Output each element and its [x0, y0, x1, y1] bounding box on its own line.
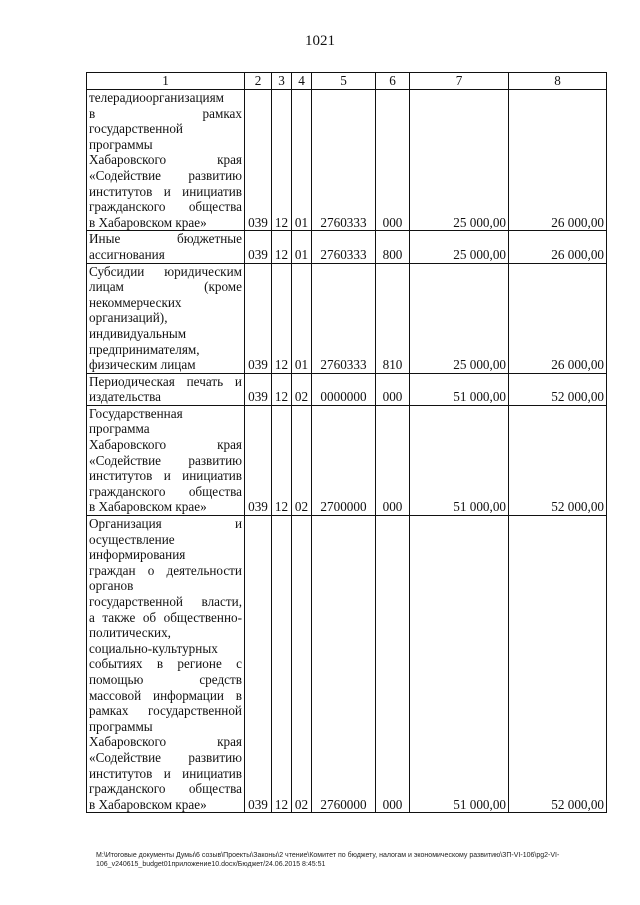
- expense-type-cell: 810: [376, 263, 410, 373]
- row-name-line: Иные бюджетные: [89, 231, 242, 247]
- row-name-line: Хабаровского края: [89, 152, 242, 168]
- column-header: 6: [376, 73, 410, 90]
- budget-table: [86, 72, 607, 813]
- row-name-line: Хабаровского края: [89, 734, 242, 750]
- table-row: [87, 405, 607, 515]
- row-name-line: программы: [89, 136, 153, 152]
- table-body: [87, 90, 607, 813]
- row-name-line: социально-культурных: [89, 640, 218, 656]
- row-name-cell: [87, 231, 245, 263]
- amount-year1-cell: 51 000,00: [410, 405, 509, 515]
- subsection-code-cell: 02: [292, 373, 312, 405]
- row-name-cell: [87, 90, 245, 231]
- amount-year1-cell: 25 000,00: [410, 231, 509, 263]
- row-name-line: массовой информации в: [89, 687, 242, 703]
- column-header: 1: [87, 73, 245, 90]
- section-code-cell: 12: [272, 405, 292, 515]
- ministry-code-cell: 039: [245, 516, 272, 813]
- expense-type-cell: 000: [376, 516, 410, 813]
- target-article-cell: 2700000: [312, 405, 376, 515]
- row-name-line: ассигнования: [89, 246, 165, 262]
- amount-year2-cell: 52 000,00: [509, 373, 607, 405]
- row-name-line: «Содействие развитию: [89, 749, 242, 765]
- row-name-line: организаций),: [89, 310, 168, 326]
- row-name-line: рамках государственной: [89, 703, 242, 719]
- row-name-line: Субсидии юридическим: [89, 263, 242, 279]
- amount-year2-cell: 52 000,00: [509, 516, 607, 813]
- table-row: [87, 516, 607, 813]
- amount-year1-cell: 51 000,00: [410, 373, 509, 405]
- table-row: [87, 231, 607, 263]
- ministry-code-cell: 039: [245, 373, 272, 405]
- row-name-line: институтов и инициатив: [89, 765, 242, 781]
- page-number: 1021: [305, 33, 335, 49]
- subsection-code-cell: 01: [292, 90, 312, 231]
- table-header-row: [87, 73, 607, 90]
- section-code-cell: 12: [272, 231, 292, 263]
- row-name-line: программа: [89, 421, 150, 437]
- table-row: [87, 90, 607, 231]
- subsection-code-cell: 01: [292, 231, 312, 263]
- row-name-line: институтов и инициатив: [89, 468, 242, 484]
- row-name-line: в рамках: [89, 105, 242, 121]
- row-name-line: «Содействие развитию: [89, 167, 242, 183]
- column-header: 2: [245, 73, 272, 90]
- row-name-line: осуществление: [89, 531, 175, 547]
- row-name-line: помощью средств: [89, 671, 242, 687]
- target-article-cell: 2760333: [312, 90, 376, 231]
- row-name-line: издательства: [89, 389, 161, 405]
- amount-year1-cell: 25 000,00: [410, 90, 509, 231]
- subsection-code-cell: 01: [292, 263, 312, 373]
- row-name-line: «Содействие развитию: [89, 452, 242, 468]
- expense-type-cell: 000: [376, 405, 410, 515]
- row-name-line: программы: [89, 718, 153, 734]
- row-name-line: событиях в регионе с: [89, 656, 242, 672]
- subsection-code-cell: 02: [292, 405, 312, 515]
- row-name-line: телерадиоорганизациям: [89, 90, 225, 105]
- row-name-line: некоммерческих: [89, 294, 182, 310]
- row-name-line: Государственная: [89, 405, 183, 421]
- target-article-cell: 0000000: [312, 373, 376, 405]
- row-name-line: Хабаровского края: [89, 437, 242, 453]
- file-path-footer: M:\Итоговые документы Думы\6 созыв\Проекты\Законы\2 чтение\Комитет по бюджету, налогам и экономическому развитию\ЗП-VI-106\pg2-VI-106_v240615_budget01приложение10.docx/Бюджет/24.06.2015 8:45:51: [96, 852, 560, 868]
- ministry-code-cell: 039: [245, 231, 272, 263]
- row-name-line: гражданского общества: [89, 199, 242, 215]
- amount-year2-cell: 52 000,00: [509, 405, 607, 515]
- target-article-cell: 2760000: [312, 516, 376, 813]
- row-name-line: в Хабаровском крае»: [89, 214, 207, 230]
- subsection-code-cell: 02: [292, 516, 312, 813]
- ministry-code-cell: 039: [245, 90, 272, 231]
- section-code-cell: 12: [272, 90, 292, 231]
- expense-type-cell: 000: [376, 373, 410, 405]
- section-code-cell: 12: [272, 516, 292, 813]
- column-header: 8: [509, 73, 607, 90]
- row-name-line: государственной: [89, 121, 183, 137]
- expense-type-cell: 000: [376, 90, 410, 231]
- column-header: 5: [312, 73, 376, 90]
- row-name-line: физическим лицам: [89, 357, 196, 373]
- expense-type-cell: 800: [376, 231, 410, 263]
- row-name-line: институтов и инициатив: [89, 183, 242, 199]
- row-name-line: в Хабаровском крае»: [89, 796, 207, 812]
- table-row: [87, 263, 607, 373]
- row-name-cell: [87, 516, 245, 813]
- ministry-code-cell: 039: [245, 405, 272, 515]
- column-header: 4: [292, 73, 312, 90]
- amount-year2-cell: 26 000,00: [509, 231, 607, 263]
- ministry-code-cell: 039: [245, 263, 272, 373]
- target-article-cell: 2760333: [312, 263, 376, 373]
- row-name-line: органов: [89, 578, 134, 594]
- section-code-cell: 12: [272, 263, 292, 373]
- amount-year1-cell: 51 000,00: [410, 516, 509, 813]
- section-code-cell: 12: [272, 373, 292, 405]
- amount-year2-cell: 26 000,00: [509, 90, 607, 231]
- row-name-line: Периодическая печать и: [89, 373, 242, 389]
- row-name-line: предпринимателям,: [89, 341, 200, 357]
- row-name-cell: [87, 263, 245, 373]
- column-header: 7: [410, 73, 509, 90]
- row-name-line: лицам (кроме: [89, 279, 242, 295]
- amount-year2-cell: 26 000,00: [509, 263, 607, 373]
- row-name-line: в Хабаровском крае»: [89, 499, 207, 515]
- row-name-line: а также об общественно-: [89, 609, 242, 625]
- row-name-line: информирования: [89, 547, 186, 563]
- row-name-line: гражданского общества: [89, 781, 242, 797]
- row-name-line: государственной власти,: [89, 594, 242, 609]
- target-article-cell: 2760333: [312, 231, 376, 263]
- amount-year1-cell: 25 000,00: [410, 263, 509, 373]
- row-name-cell: [87, 373, 245, 405]
- row-name-line: гражданского общества: [89, 483, 242, 499]
- row-name-line: индивидуальным: [89, 325, 187, 341]
- row-name-cell: [87, 405, 245, 515]
- row-name-line: Организация и: [89, 516, 242, 532]
- row-name-line: политических,: [89, 625, 171, 641]
- row-name-line: граждан о деятельности: [89, 562, 242, 578]
- column-header: 3: [272, 73, 292, 90]
- table-row: [87, 373, 607, 405]
